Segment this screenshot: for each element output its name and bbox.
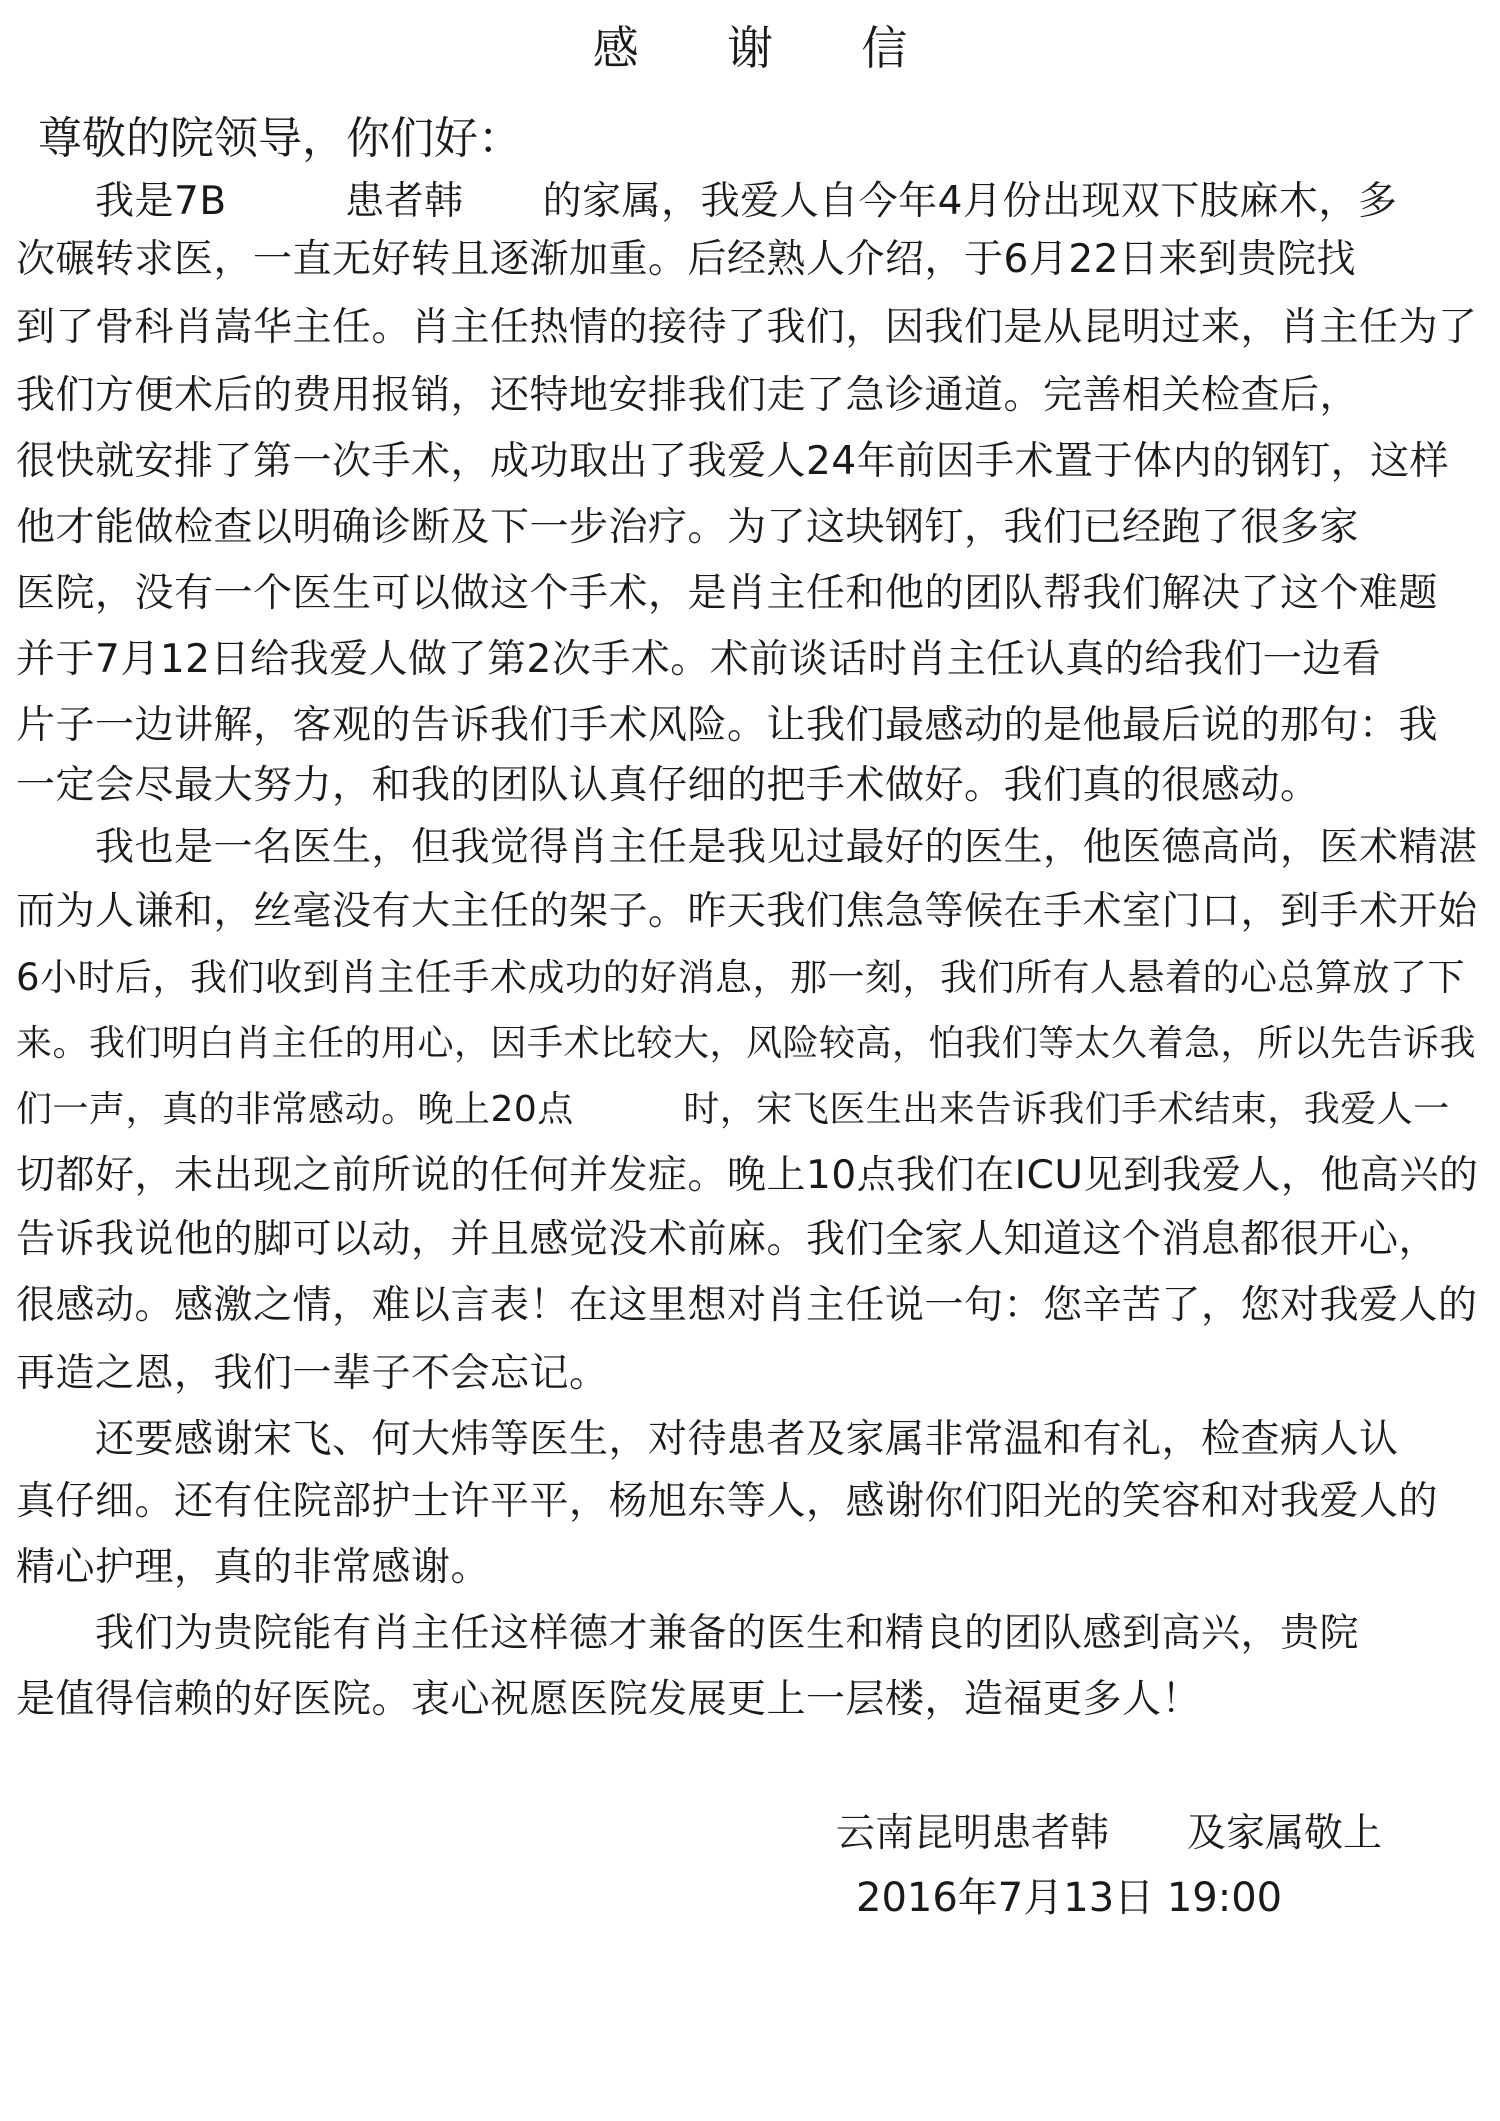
body-line: 片子一边讲解，客观的告诉我们手术风险。让我们最感动的是他最后说的那句：我 — [16, 703, 1439, 748]
body-line: 来。我们明白肖主任的用心，因手术比较大，风险较高，怕我们等太久着急，所以先告诉我 — [16, 1023, 1477, 1064]
body-line: 我们为贵院能有肖主任这样德才兼备的医生和精良的团队感到高兴，贵院 — [16, 1611, 1360, 1656]
letter-salutation: 尊敬的院领导，你们好： — [38, 113, 522, 164]
body-line: 是值得信赖的好医院。衷心祝愿医院发展更上一层楼，造福更多人！ — [16, 1677, 1202, 1722]
body-line: 很感动。感激之情，难以言表！在这里想对肖主任说一句：您辛苦了，您对我爱人的 — [16, 1283, 1478, 1328]
body-line: 真仔细。还有住院部护士许平平，杨旭东等人，感谢你们阳光的笑容和对我爱人的 — [16, 1479, 1439, 1524]
body-line: 切都好，未出现之前所说的任何并发症。晚上10点我们在ICU见到我爱人，他高兴的 — [16, 1153, 1479, 1198]
body-line: 很快就安排了第一次手术，成功取出了我爱人24年前因手术置于体内的钢钉，这样 — [16, 439, 1450, 484]
body-line: 精心护理，真的非常感谢。 — [16, 1545, 491, 1590]
body-line: 再造之恩，我们一辈子不会忘记。 — [16, 1351, 609, 1396]
letter-closing: 云南昆明患者韩 及家属敬上 — [836, 1811, 1383, 1856]
body-line: 他才能做检查以明确诊断及下一步治疗。为了这块钢钉，我们已经跑了很多家 — [16, 505, 1360, 550]
body-line: 我是7B 患者韩 的家属，我爱人自今年4月份出现双下肢麻木，多 — [16, 179, 1398, 224]
body-line: 并于7月12日给我爱人做了第2次手术。术前谈话时肖主任认真的给我们一边看 — [16, 637, 1382, 682]
body-line: 6小时后，我们收到肖主任手术成功的好消息，那一刻，我们所有人悬着的心总算放了下 — [16, 956, 1466, 999]
body-line: 告诉我说他的脚可以动，并且感觉没术前麻。我们全家人知道这个消息都很开心， — [16, 1217, 1439, 1262]
letter-date: 2016年7月13日 19:00 — [856, 1875, 1283, 1921]
body-line: 次碾转求医，一直无好转且逐渐加重。后经熟人介绍，于6月22日来到贵院找 — [16, 237, 1356, 282]
body-line: 还要感谢宋飞、何大炜等医生，对待患者及家属非常温和有礼，检查病人认 — [16, 1417, 1399, 1462]
body-line: 我们方便术后的费用报销，还特地安排我们走了急诊通道。完善相关检查后， — [16, 373, 1360, 418]
body-line: 们一声，真的非常感动。晚上20点 时，宋飞医生出来告诉我们手术结束，我爱人一 — [16, 1089, 1450, 1130]
body-line: 到了骨科肖嵩华主任。肖主任热情的接待了我们，因我们是从昆明过来，肖主任为了 — [16, 305, 1478, 350]
letter-title: 感 谢 信 — [592, 21, 945, 75]
body-line: 一定会尽最大努力，和我的团队认真仔细的把手术做好。我们真的很感动。 — [16, 763, 1320, 808]
body-line: 医院，没有一个医生可以做这个手术，是肖主任和他的团队帮我们解决了这个难题 — [16, 571, 1439, 616]
body-line: 而为人谦和，丝毫没有大主任的架子。昨天我们焦急等候在手术室门口，到手术开始 — [16, 889, 1478, 934]
body-line: 我也是一名医生，但我觉得肖主任是我见过最好的医生，他医德高尚，医术精湛 — [16, 825, 1478, 870]
